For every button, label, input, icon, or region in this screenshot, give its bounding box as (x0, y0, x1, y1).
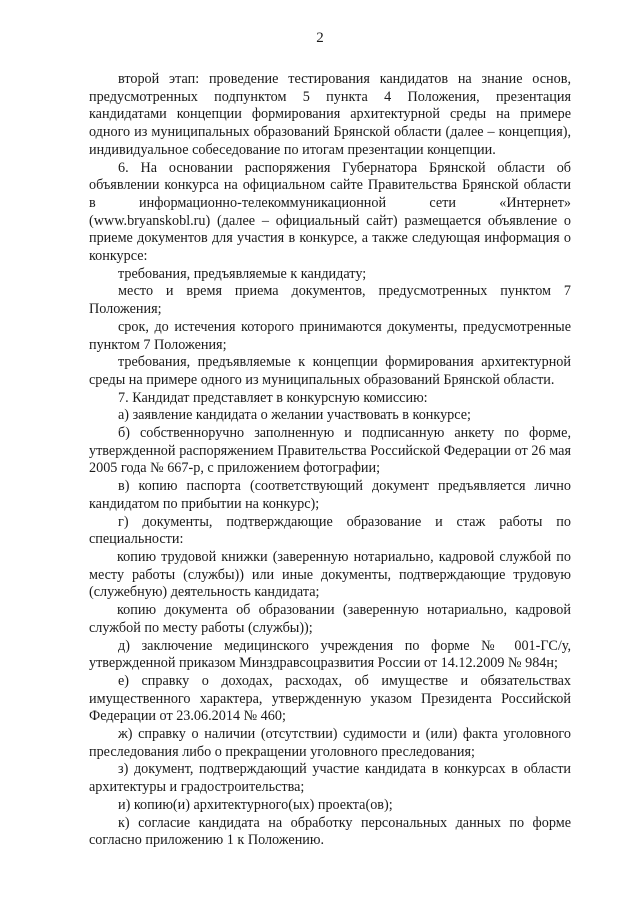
sub-list-item: копию документа об образовании (заверенную нотариально, кадровой службой по месту работы (службы)); (89, 602, 571, 636)
list-item-a: а) заявление кандидата о желании участвовать в конкурсе; (118, 407, 471, 424)
list-item: требования, предъявляемые к концепции формирования архитектурной среды на примере одного из муниципальных образований Брянской области. (89, 354, 571, 388)
list-item-k: к) согласие кандидата на обработку персональных данных по форме согласно приложению 1 к Положению. (89, 814, 571, 849)
paragraph-item-7: 7. Кандидат представляет в конкурсную комиссию: (118, 389, 428, 406)
document-body (89, 71, 571, 850)
page-number: 2 (316, 30, 324, 46)
sub-list-item: копию трудовой книжки (заверенную нотариально, кадровой службой по месту работы (службы)) или иные документы, подтверждающие трудовую (служебную) деятельность кандидата; (89, 548, 571, 601)
list-item-zh: ж) справку о наличии (отсутствии) судимости и (или) факта уголовного преследования либо о прекращении уголовного преследования; (89, 726, 571, 760)
list-item-g: г) документы, подтверждающие образование и стаж работы по специальности: (89, 513, 571, 548)
list-item-z: з) документ, подтверждающий участие кандидата в конкурсах в области архитектуры и градостроительства; (89, 761, 571, 796)
list-item-e: е) справку о доходах, расходах, об имуществе и обязательствах имущественного характера, утвержденную указом Президента Российской Федерации от 23.06.2014 № 460; (89, 672, 571, 725)
paragraph-stage-two: второй этап: проведение тестирования кандидатов на знание основ, предусмотренных подпунктом 5 пункта 4 Положения, презентация кандидатами концепции формирования архитектурной среды на примере одного из муниципальных образований Брянской области (далее – концепция), индивидуальное собеседование по итогам презентации концепции. (89, 71, 571, 158)
list-item-i: и) копию(и) архитектурного(ых) проекта(ов); (118, 796, 393, 813)
list-item: требования, предъявляемые к кандидату; (118, 265, 367, 282)
list-item-v: в) копию паспорта (соответствующий документ предъявляется лично кандидатом по прибытии на конкурс); (89, 478, 571, 512)
list-item-d: д) заключение медицинского учреждения по форме № 001-ГС/у, утвержденной приказом Минздравсоцразвития России от 14.12.2009 № 984н; (89, 637, 571, 672)
list-item: срок, до истечения которого принимаются документы, предусмотренные пунктом 7 Положения; (89, 318, 571, 353)
list-item-b: б) собственноручно заполненную и подписанную анкету по форме, утвержденной распоряжением Правительства Российской Федерации от 26 мая 2005 года № 667-р, с приложением фотографии; (89, 425, 571, 477)
paragraph-item-6: 6. На основании распоряжения Губернатора Брянской области об объявлении конкурса на официальном сайте Правительства Брянской области в информационно-телекоммуникационной сети «Интернет» (www.bryanskobl.ru) (далее – официальный сайт) размещается объявление о приеме документов для участия в конкурсе, а также следующая информация о конкурсе: (89, 159, 571, 265)
list-item: место и время приема документов, предусмотренных пунктом 7 Положения; (89, 283, 571, 318)
